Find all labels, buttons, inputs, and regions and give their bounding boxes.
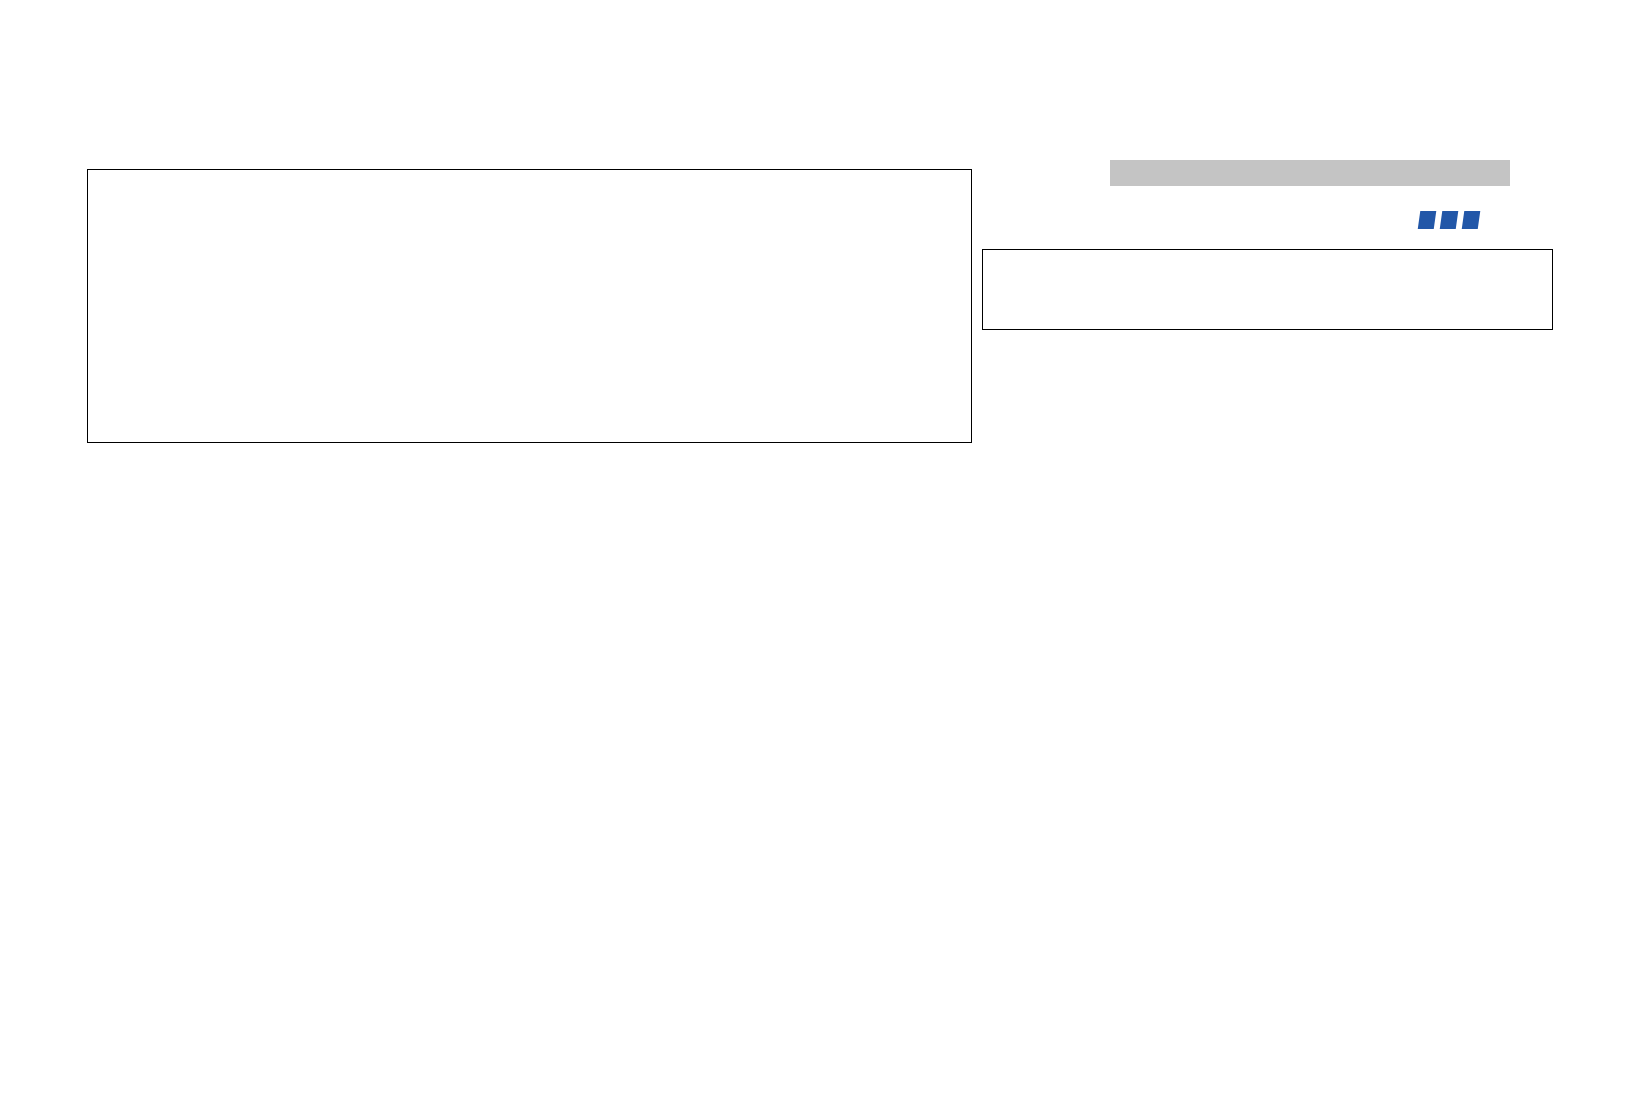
invitation-box [87, 169, 972, 443]
agenda-item [150, 985, 200, 1040]
agenda-item [150, 600, 200, 655]
agenda-item [150, 1040, 200, 1095]
agenda-item [150, 930, 200, 985]
agenda-item [150, 765, 200, 820]
agenda-item [150, 875, 200, 930]
vdk-logo [1100, 28, 1510, 238]
agenda-list [150, 600, 200, 1095]
logo-blue-squares-icon [1418, 211, 1481, 229]
agenda-item [150, 820, 200, 875]
agenda-item [150, 655, 200, 710]
logo-grey-bar [1110, 160, 1510, 186]
ortsverband-box [982, 249, 1553, 330]
agenda-item [150, 710, 200, 765]
